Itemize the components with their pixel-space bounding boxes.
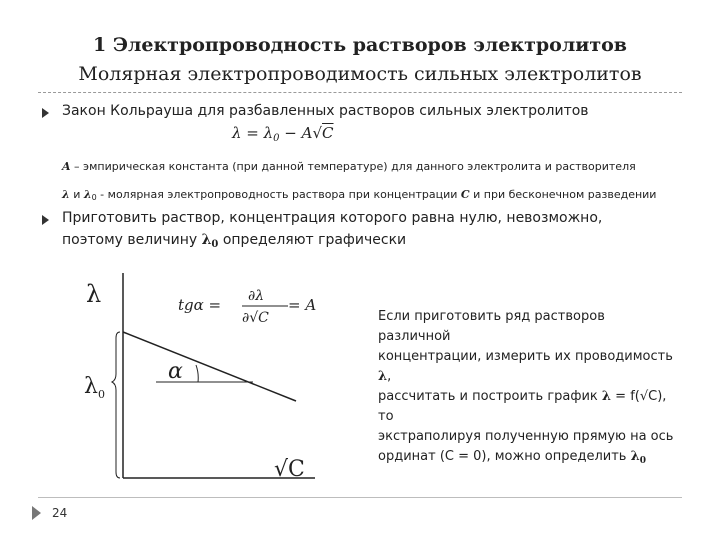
bullet-graphical-line1: Приготовить раствор, концентрация которого равна нулю, невозможно,: [62, 210, 603, 226]
note-c-symbol: C: [460, 188, 470, 201]
y0-sub: 0: [98, 388, 105, 401]
lambda-line: [123, 332, 296, 401]
x-axis-label: √C: [274, 457, 305, 482]
formula-sqrt: √: [312, 124, 323, 142]
page-number: 24: [52, 506, 68, 520]
explain-line2: концентрации, измерить их проводимость λ,: [378, 349, 673, 384]
note-a-text: – эмпирическая константа (при данной температуре) для данного электролита и растворителя: [70, 160, 636, 173]
bullet-graphical-line2: [62, 232, 406, 250]
bullet-arrow-icon: [42, 108, 49, 118]
eq-right: = A: [288, 296, 317, 314]
note-lambda0-sub: 0: [91, 193, 97, 202]
kohlrausch-formula: [232, 124, 334, 144]
angle-arc: [196, 365, 198, 382]
page-arrow-icon: [32, 506, 41, 520]
explain-line3: рассчитать и построить график λ = f(√C), то: [378, 389, 667, 424]
note-lambda0-symbol: λ: [83, 188, 92, 201]
note-and: и: [69, 188, 84, 201]
title-divider: [38, 92, 682, 93]
angle-label: α: [168, 359, 183, 384]
explain-line5: ординат (С = 0), можно определить $\lambda_0$: [378, 449, 646, 466]
graph-explanation: [378, 307, 678, 471]
eq-left: tgα =: [178, 296, 222, 314]
bullet-kohlrausch-law: Закон Кольрауша для разбавленных растворов сильных электролитов: [62, 103, 589, 119]
slide-subtitle: Молярная электропроводимость сильных электролитов: [78, 63, 642, 85]
bullet-lambda-sub: 0: [211, 239, 219, 250]
explain-line1: Если приготовить ряд растворов различной: [378, 309, 605, 344]
footer-divider: [38, 497, 682, 498]
formula-equals: =: [241, 124, 264, 142]
lambda0-brace: [112, 332, 120, 478]
y0-label: λ: [84, 374, 98, 399]
slide-title: 1 Электропроводность растворов электролитов: [93, 34, 627, 56]
y-axis-label: λ: [86, 280, 102, 308]
note-a-symbol: A: [62, 160, 71, 173]
bullet-lambda-symbol: λ: [201, 232, 212, 248]
explain-line4: экстраполируя полученную прямую на ось: [378, 429, 674, 444]
formula-c: C: [322, 124, 334, 142]
note-constant-a: [62, 160, 636, 173]
note-lambda-text: - молярная электропроводность раствора при концентрации: [96, 188, 461, 201]
formula-a: A: [301, 124, 313, 142]
bullet-arrow-icon: [42, 215, 49, 225]
note-lambda-symbol: λ: [62, 188, 70, 201]
bullet-line2-prefix: поэтому величину: [62, 232, 202, 248]
bullet-line2-suffix: определяют графически: [218, 232, 407, 248]
formula-minus: −: [279, 124, 302, 142]
formula-lambda0-sub: 0: [273, 133, 280, 144]
eq-numerator: ∂λ: [248, 288, 265, 304]
conductivity-graph: [78, 268, 328, 493]
formula-lambda: λ: [232, 124, 242, 142]
note-lambda-definition: [62, 188, 656, 202]
note-lambda-text2: и при бесконечном разведении: [469, 188, 657, 201]
eq-denominator: ∂√C: [242, 310, 269, 326]
formula-lambda0: λ: [263, 124, 274, 142]
